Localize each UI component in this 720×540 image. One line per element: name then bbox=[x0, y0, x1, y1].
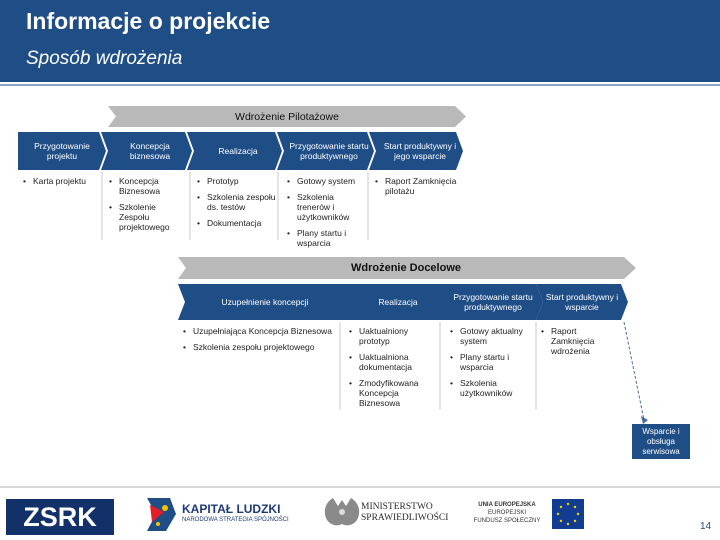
list-item: • Szkolenia trenerów i użytkowników bbox=[286, 192, 366, 222]
list-item: • Dokumentacja bbox=[196, 218, 276, 228]
eu-flag-icon bbox=[552, 499, 584, 529]
support-connector bbox=[624, 322, 644, 420]
pilot-column-1 bbox=[22, 176, 100, 192]
pilot-phase-1-label: Przygotowanie projektu bbox=[34, 141, 90, 161]
zsrk-logo: ZSRK bbox=[6, 499, 114, 535]
production-column-1 bbox=[182, 326, 338, 358]
list-item: • Raport Zamknięcia wdrożenia bbox=[540, 326, 610, 356]
eu-line-2: EUROPEJSKI bbox=[487, 510, 526, 516]
ministry-line-2: SPRAWIEDLIWOŚCI bbox=[361, 513, 449, 523]
list-item: • Raport Zamknięcia pilotażu bbox=[374, 176, 458, 196]
pilot-phase-2-label: Koncepcja biznesowa bbox=[129, 141, 171, 161]
ministry-line-1: MINISTERSTWO bbox=[361, 502, 433, 512]
kapital-ludzki-subtitle: NARODOWA STRATEGIA SPÓJNOŚCI bbox=[182, 517, 289, 523]
list-item: • Gotowy aktualny system bbox=[449, 326, 535, 346]
eu-fund-text bbox=[468, 501, 546, 525]
pilot-column-2 bbox=[108, 176, 188, 238]
pilot-banner-title: Wdrożenie Pilotażowe bbox=[235, 110, 339, 123]
pilot-column-5 bbox=[374, 176, 458, 202]
production-column-2 bbox=[348, 326, 438, 414]
pilot-phase-5-label: Start produktywny i jego wsparcie bbox=[383, 141, 457, 161]
list-item: • Uaktualniony prototyp bbox=[348, 326, 438, 346]
list-item: • Szkolenia zespołu projektowego bbox=[182, 342, 338, 352]
page-subtitle: Sposób wdrożenia bbox=[26, 48, 183, 69]
list-item: • Koncepcja Biznesowa bbox=[108, 176, 188, 196]
page-title: Informacje o projekcie bbox=[26, 8, 271, 34]
kapital-ludzki-title: KAPITAŁ LUDZKI bbox=[182, 502, 281, 516]
list-item: • Zmodyfikowana Koncepcja Biznesowa bbox=[348, 378, 438, 408]
list-item: • Uaktualniona dokumentacja bbox=[348, 352, 438, 372]
list-item: • Szkolenia użytkowników bbox=[449, 378, 535, 398]
pilot-phase-4-label: Przygotowanie startu produktywnego bbox=[289, 141, 369, 161]
eagle-emblem-icon bbox=[325, 498, 359, 525]
list-item: • Plany startu i wsparcia bbox=[449, 352, 535, 372]
production-column-4 bbox=[540, 326, 610, 362]
list-item: • Karta projektu bbox=[22, 176, 100, 186]
production-banner-title: Wdrożenie Docelowe bbox=[350, 262, 462, 274]
pilot-column-3 bbox=[196, 176, 276, 234]
list-item: • Szkolenia zespołu ds. testów bbox=[196, 192, 276, 212]
production-phase-1-label: Uzupełnienie koncepcji bbox=[221, 297, 309, 307]
eu-line-3: FUNDUSZ SPOŁECZNY bbox=[473, 518, 541, 524]
support-box: Wsparcie i obsługa serwisowa bbox=[632, 424, 690, 459]
kapital-ludzki-logo bbox=[147, 498, 176, 531]
list-item: • Plany startu i wsparcia bbox=[286, 228, 366, 248]
production-phase-2-label: Realizacja bbox=[378, 297, 418, 307]
eu-line-1: UNIA EUROPEJSKA bbox=[478, 502, 536, 508]
list-item: • Gotowy system bbox=[286, 176, 366, 186]
list-item: • Prototyp bbox=[196, 176, 276, 186]
production-column-3 bbox=[449, 326, 535, 404]
production-phase-3-label: Przygotowanie startu produktywnego bbox=[453, 292, 533, 312]
ministry-name bbox=[361, 502, 448, 524]
pilot-phase-3-label: Realizacja bbox=[218, 146, 258, 156]
list-item: • Szkolenie Zespołu projektowego bbox=[108, 202, 188, 232]
list-item: • Uzupełniająca Koncepcja Biznesowa bbox=[182, 326, 338, 336]
pilot-column-4 bbox=[286, 176, 366, 254]
production-phase-4-label: Start produktywny i wsparcie bbox=[545, 292, 619, 312]
page-number: 14 bbox=[700, 521, 712, 532]
